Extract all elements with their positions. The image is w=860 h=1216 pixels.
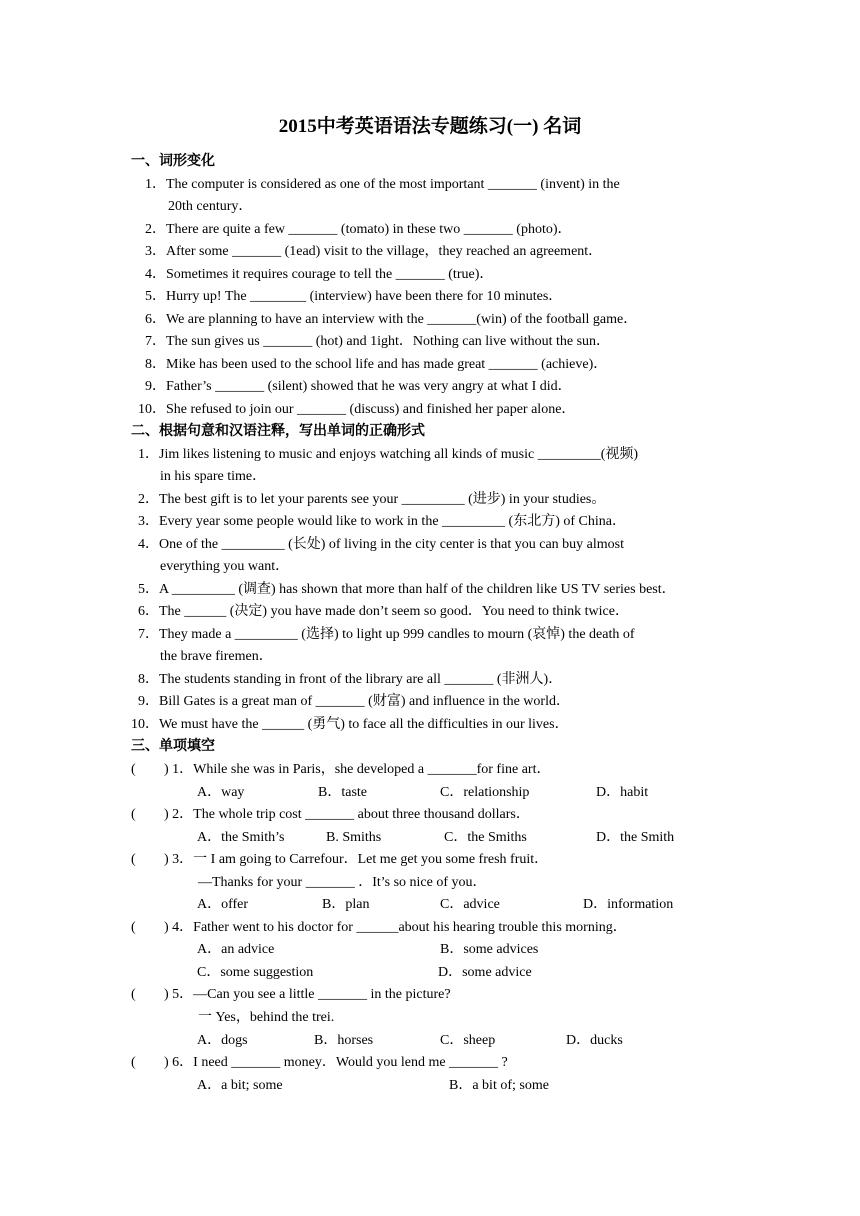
question-text: They made a _________ (选择) to light up 999 candles to mourn (哀悼) the death of — [159, 627, 635, 642]
answer-paren: ( — [131, 987, 136, 1002]
question-number: 8． — [138, 672, 159, 687]
question-text: The sun gives us _______ (hot) and 1ight．Nothing can live without the sun． — [166, 334, 611, 349]
question-3-5 — [164, 984, 451, 1006]
option-b: B．some advices — [440, 942, 539, 957]
question-2-4 — [138, 534, 624, 556]
question-number: 3． — [138, 514, 159, 529]
question-number: 1． — [138, 447, 159, 462]
question-1-1 — [145, 174, 620, 196]
question-number: 6． — [138, 604, 159, 619]
question-text: Sometimes it requires courage to tell the _______ (true)． — [166, 267, 494, 282]
question-text: There are quite a few _______ (tomato) in these two _______ (photo)． — [166, 222, 572, 237]
question-2-2 — [138, 489, 605, 511]
question-continuation: in his spare time． — [160, 469, 267, 484]
question-1-10 — [138, 399, 575, 421]
question-continuation: 20th century． — [168, 199, 253, 214]
answer-paren: ( — [131, 762, 136, 777]
question-text: —Can you see a little _______ in the picture? — [193, 987, 451, 1002]
question-text: Jim likes listening to music and enjoys watching all kinds of music _________(视频) — [159, 447, 639, 462]
question-continuation: the brave firemen． — [160, 649, 273, 664]
option-c: C．relationship — [440, 785, 530, 800]
question-dialog-line: —Thanks for your _______ ．It’s so nice of you． — [198, 875, 487, 890]
question-2-9 — [138, 691, 570, 713]
question-text: A _________ (调查) has shown that more than half of the children like US TV series best． — [159, 582, 676, 597]
section-heading-fill-in: 二、根据句意和汉语注释，写出单词的正确形式 — [131, 424, 425, 439]
question-number: 5． — [138, 582, 159, 597]
question-number: 2． — [138, 492, 159, 507]
option-d: D．some advice — [438, 965, 532, 980]
question-number: 4． — [138, 537, 159, 552]
answer-paren: ( — [131, 852, 136, 867]
question-text: We are planning to have an interview with the _______(win) of the football game． — [166, 312, 638, 327]
section-heading-multiple-choice: 三、单项填空 — [131, 739, 215, 754]
question-dialog-line: 一 Yes，behind the trei. — [198, 1010, 335, 1025]
question-continuation: everything you want． — [160, 559, 290, 574]
option-a: A．dogs — [197, 1033, 248, 1048]
question-1-2 — [145, 219, 572, 241]
question-number: ) 1． — [164, 762, 194, 777]
question-2-3 — [138, 511, 626, 533]
question-number: 8． — [145, 357, 166, 372]
question-3-6 — [164, 1052, 508, 1074]
option-c: C．advice — [440, 897, 500, 912]
question-number: ) 4． — [164, 920, 194, 935]
option-b: B．horses — [314, 1033, 374, 1048]
section-heading-word-forms: 一、词形变化 — [131, 154, 215, 169]
option-d: D．information — [583, 897, 674, 912]
question-text: The computer is considered as one of the most important _______ (invent) in the — [166, 177, 620, 192]
question-number: 5． — [145, 289, 166, 304]
question-text: Hurry up! The ________ (interview) have been there for 10 minutes． — [166, 289, 563, 304]
question-1-7 — [145, 331, 610, 353]
page-title: 2015中考英语语法专题练习(一) 名词 — [278, 116, 582, 137]
question-number: ) 2． — [164, 807, 194, 822]
question-number: 3． — [145, 244, 166, 259]
option-c: C．some suggestion — [197, 965, 314, 980]
option-c: C．sheep — [440, 1033, 496, 1048]
question-1-8 — [145, 354, 607, 376]
option-b: B. Smiths — [326, 830, 382, 845]
option-a: A．an advice — [197, 942, 275, 957]
question-number: ) 6． — [164, 1055, 194, 1070]
question-number: 7． — [145, 334, 166, 349]
question-2-10 — [131, 714, 569, 736]
option-d: D．the Smith — [596, 830, 675, 845]
option-a: A．a bit; some — [197, 1078, 283, 1093]
option-d: D．ducks — [566, 1033, 623, 1048]
question-text: The best gift is to let your parents see your _________ (进步) in your studies。 — [159, 492, 606, 507]
option-b: B．plan — [322, 897, 370, 912]
option-b: B．taste — [318, 785, 367, 800]
question-3-1 — [164, 759, 550, 781]
question-1-5 — [145, 286, 562, 308]
answer-paren: ( — [131, 807, 136, 822]
question-2-1 — [138, 444, 638, 466]
question-text: Father’s _______ (silent) showed that he was very angry at what I did． — [166, 379, 572, 394]
option-c: C．the Smiths — [444, 830, 527, 845]
question-number: 9． — [145, 379, 166, 394]
question-number: 9． — [138, 694, 159, 709]
question-2-5 — [138, 579, 676, 601]
question-text: She refused to join our _______ (discuss) and finished her paper alone． — [166, 402, 576, 417]
question-number: ) 3． — [164, 852, 194, 867]
question-text: While she was in Paris，she developed a _______for fine art． — [193, 762, 551, 777]
question-number: 10． — [138, 402, 166, 417]
question-number: 2． — [145, 222, 166, 237]
question-1-6 — [145, 309, 637, 331]
question-text: The ______ (决定) you have made don’t seem so good．You need to think twice． — [159, 604, 629, 619]
question-3-3 — [164, 849, 548, 871]
question-text: One of the _________ (长处) of living in the city center is that you can buy almost — [159, 537, 625, 552]
option-a: A．the Smith’s — [197, 830, 285, 845]
question-2-7 — [138, 624, 635, 646]
answer-paren: ( — [131, 920, 136, 935]
question-3-4 — [164, 917, 627, 939]
option-a: A．offer — [197, 897, 249, 912]
question-1-9 — [145, 376, 572, 398]
question-1-4 — [145, 264, 493, 286]
option-d: D．habit — [596, 785, 649, 800]
question-text: The students standing in front of the library are all _______ (非洲人)． — [159, 672, 563, 687]
question-number: 7． — [138, 627, 159, 642]
question-number: 1． — [145, 177, 166, 192]
question-number: 10． — [131, 717, 159, 732]
question-text: The whole trip cost _______ about three thousand dollars． — [193, 807, 530, 822]
question-text: Bill Gates is a great man of _______ (财富) and influence in the world． — [159, 694, 570, 709]
question-number: 4． — [145, 267, 166, 282]
question-text: Every year some people would like to work in the _________ (东北方) of China． — [159, 514, 626, 529]
question-text: Mike has been used to the school life and has made great _______ (achieve)． — [166, 357, 608, 372]
question-text: Father went to his doctor for ______about his hearing trouble this morning． — [193, 920, 627, 935]
question-2-6 — [138, 601, 629, 623]
question-text: After some _______ (1ead) visit to the village，they reached an agreement． — [166, 244, 603, 259]
question-text: 一 I am going to Carrefour．Let me get you some fresh fruit． — [193, 852, 549, 867]
question-number: ) 5． — [164, 987, 194, 1002]
question-2-8 — [138, 669, 562, 691]
answer-paren: ( — [131, 1055, 136, 1070]
option-a: A．way — [197, 785, 245, 800]
question-1-3 — [145, 241, 602, 263]
option-b: B．a bit of; some — [449, 1078, 549, 1093]
question-number: 6． — [145, 312, 166, 327]
question-3-2 — [164, 804, 530, 826]
question-text: I need _______ money．Would you lend me _______ ? — [193, 1055, 508, 1070]
question-text: We must have the ______ (勇气) to face all the difficulties in our lives． — [159, 717, 569, 732]
